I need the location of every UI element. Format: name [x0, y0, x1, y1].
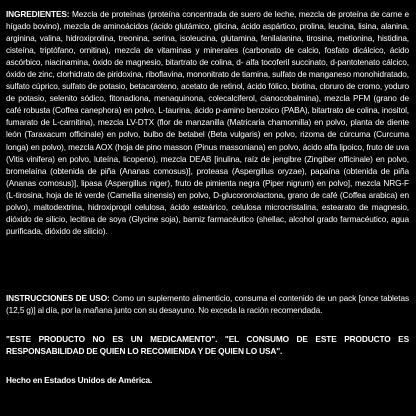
usage-heading: INSTRUCCIONES DE USO: [6, 293, 110, 303]
usage-instructions-section [6, 292, 409, 316]
medication-warning: "ESTE PRODUCTO NO ES UN MEDICAMENTO". "EL CONSUMO DE ESTE PRODUCTO ES RESPONSABILIDAD DE QUIEN LO RECOMIENDA Y DE QUIEN LO USA". [6, 334, 409, 357]
ingredients-section [6, 8, 409, 237]
ingredients-text: Mezcla de proteínas (proteína concentrada de suero de leche, mezcla de proteína de carne e hígado bovino), mezcla de aminoácidos (ácido glutámico, glicina, ácido aspártico, prolina, leucina, lisina, alanina, arginina, valina, hidroxiprolina, treonina, serina, isoleucina, glutamina, fenilalanina, tirosina, metionina, histidina, cisteína, triptófano, ornitina), mezcla de vitaminas y minerales (carbonato de calcio, fosfato dicálcico, ácido ascórbico, niacinamina, óxido de magnesio, bitartrato de colina, d- alfa tocoferil succinato, d-pantotenato cálcico, óxido de zinc, clorhidrato de piridoxina, riboflavina, mononitrato de tiamina, sulfato de manganeso monohidratado, sulfato cúprico, sulfato de potasio, betacaroteno, acetato de retinol, ácido fólico, biotina, cloruro de cromo, yoduro de potasio, selenito sódico, fitonadiona, menaquinona, colecalciferol, cianocobalmina), mezcla PFM (grano de café robusta (Coffea canephora) en polvo, L-taurina, ácido p-amino benzoico (PABA), bitartrato de colina, inositol, fumarato de L-carnitina), mezcla LV-DTX (flor de manzanilla (Matricaria chamomilla) en polvo, planta de diente león (Taraxacum officinale) en polvo, bulbo de betabel (Beta vulgaris) en polvo, rizoma de cúrcuma (Curcuma longa) en polvo), mezcla AOX (hoja de pino masson (Pinus massoniana) en polvo, ácido alfa lipoico, fruto de uva (Vitis vinifera) en polvo, luteína, licopeno), mezcla DEAB [inulina, raíz de jengibre (Zingiber officinale) en polvo, bromelaína (obtenida de piña (Ananas comosus)], proteasa (Aspergillus oryzae), papaína (obtenida de piña (Ananas comosus)], lipasa (Aspergillus niger), fruto de pimienta negra (Piper nigrum) en polvo], mezcla NRG-F (L-tirosina, hoja de té verde (Camellia sinensis) en polvo, D-glucoronolactona, grano de café (Coffea arabica) en polvo), maltodextrina, hidroxipropil celulosa, ácido esteárico, celulosa microcristalina, estearato de magnesio, dióxido de silicio, lecitina de soya (Glycine soja), barniz farmacéutico (shellac, alcohol grado farmacéutico, agua purificada, dióxido de silicio). [6, 9, 409, 236]
country-of-origin: Hecho en Estados Unidos de América. [6, 375, 153, 385]
usage-text: Como un suplemento alimenticio, consuma el contenido de un pack [once tabletas (12,5 g)] al día, por la mañana junto con su desayuno. No exceda la ración recomendada. [6, 293, 409, 316]
ingredients-heading: INGREDIENTES: [6, 9, 70, 19]
